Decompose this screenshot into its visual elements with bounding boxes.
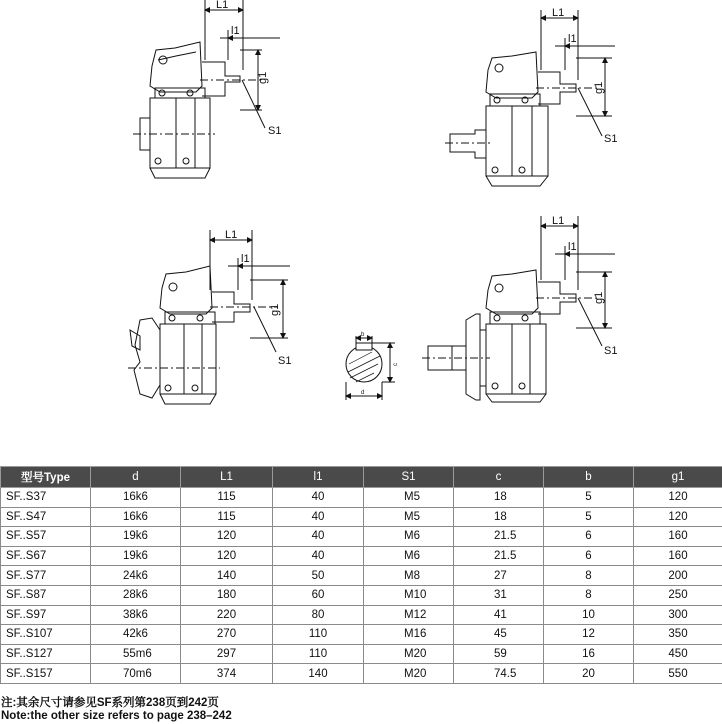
note-chinese: 注:其余尺寸请参见SF系列第238页到242页	[1, 697, 219, 709]
drawing3-label-l1: l1	[241, 253, 250, 265]
table-cell: 60	[273, 585, 364, 605]
table-cell: 220	[181, 605, 273, 625]
table-cell: 115	[181, 488, 273, 508]
drawing1-label-g1: g1	[257, 71, 269, 84]
header-L1: L1	[181, 467, 273, 488]
section-label-b: b	[361, 332, 365, 338]
drawing1-label-l1: l1	[231, 25, 240, 37]
table-cell: 20	[544, 664, 634, 684]
table-cell: 120	[181, 546, 273, 566]
table-cell: 24k6	[91, 566, 181, 586]
drawing4-label-g1: g1	[593, 291, 605, 304]
table-cell: 110	[273, 625, 364, 645]
table-cell: SF..S67	[1, 546, 91, 566]
table-cell: 18	[454, 507, 544, 527]
drawing-top-left	[133, 0, 280, 178]
table-cell: SF..S127	[1, 644, 91, 664]
drawing1-label-L1: L1	[216, 0, 229, 11]
table-cell: 16k6	[91, 488, 181, 508]
table-cell: 120	[181, 527, 273, 547]
table-row	[1, 507, 722, 527]
table-row	[1, 644, 722, 664]
drawing3-label-L1: L1	[225, 229, 238, 241]
table-cell: SF..S87	[1, 585, 91, 605]
table-cell: 16k6	[91, 507, 181, 527]
drawing2-label-L1: L1	[552, 7, 565, 19]
table-cell: 120	[634, 488, 722, 508]
table-cell: SF..S57	[1, 527, 91, 547]
table-cell: 40	[273, 546, 364, 566]
drawing4-label-S1: S1	[604, 345, 618, 357]
table-cell: M10	[364, 585, 454, 605]
table-cell: M12	[364, 605, 454, 625]
table-cell: SF..S47	[1, 507, 91, 527]
table-cell: 297	[181, 644, 273, 664]
table-cell: 250	[634, 585, 722, 605]
table-cell: 28k6	[91, 585, 181, 605]
table-row	[1, 585, 722, 605]
table-row	[1, 546, 722, 566]
table-cell: SF..S37	[1, 488, 91, 508]
table-cell: 5	[544, 507, 634, 527]
table-row	[1, 566, 722, 586]
drawing2-label-S1: S1	[604, 133, 618, 145]
table-cell: 19k6	[91, 546, 181, 566]
table-cell: 5	[544, 488, 634, 508]
table-row	[1, 625, 722, 645]
table-row	[1, 527, 722, 547]
header-l1: l1	[273, 467, 364, 488]
drawing-bottom-right	[422, 216, 618, 402]
table-cell: 40	[273, 507, 364, 527]
table-cell: 450	[634, 644, 722, 664]
table-cell: 18	[454, 488, 544, 508]
header-b: b	[544, 467, 634, 488]
table-cell: 6	[544, 546, 634, 566]
table-row	[1, 664, 722, 684]
table-cell: 70m6	[91, 664, 181, 684]
drawing-top-right	[445, 10, 618, 186]
table-cell: M6	[364, 546, 454, 566]
drawing2-label-l1: l1	[568, 33, 577, 45]
table-cell: SF..S157	[1, 664, 91, 684]
table-cell: 19k6	[91, 527, 181, 547]
drawing2-label-g1: g1	[593, 81, 605, 94]
table-cell: 6	[544, 527, 634, 547]
table-cell: 160	[634, 546, 722, 566]
table-cell: 115	[181, 507, 273, 527]
table-cell: SF..S107	[1, 625, 91, 645]
drawing-bottom-left	[128, 230, 290, 404]
note-english: Note:the other size refers to page 238–242	[1, 710, 232, 722]
table-header-row	[1, 467, 722, 488]
table-cell: M20	[364, 644, 454, 664]
table-cell: M20	[364, 664, 454, 684]
table-cell: 270	[181, 625, 273, 645]
header-type: 型号Type	[1, 467, 91, 488]
section-label-d: d	[361, 390, 365, 396]
table-cell: M6	[364, 527, 454, 547]
table-cell: SF..S77	[1, 566, 91, 586]
table-cell: 31	[454, 585, 544, 605]
table-cell: 40	[273, 488, 364, 508]
drawing4-label-L1: L1	[552, 215, 565, 227]
table-cell: 50	[273, 566, 364, 586]
table-cell: 55m6	[91, 644, 181, 664]
table-cell: 59	[454, 644, 544, 664]
table-cell: SF..S97	[1, 605, 91, 625]
table-cell: 80	[273, 605, 364, 625]
drawing4-label-l1: l1	[568, 241, 577, 253]
table-cell: 27	[454, 566, 544, 586]
table-cell: 40	[273, 527, 364, 547]
table-cell: 140	[273, 664, 364, 684]
table-cell: 42k6	[91, 625, 181, 645]
table-cell: 8	[544, 566, 634, 586]
header-c: c	[454, 467, 544, 488]
header-g1: g1	[634, 467, 722, 488]
table-cell: M5	[364, 507, 454, 527]
table-cell: M8	[364, 566, 454, 586]
shaft-section	[346, 336, 395, 400]
table-cell: 200	[634, 566, 722, 586]
drawing3-label-S1: S1	[278, 355, 292, 367]
table-row	[1, 488, 722, 508]
table-cell: 45	[454, 625, 544, 645]
table-cell: 160	[634, 527, 722, 547]
header-S1: S1	[364, 467, 454, 488]
table-cell: M5	[364, 488, 454, 508]
table-cell: 180	[181, 585, 273, 605]
table-cell: 10	[544, 605, 634, 625]
table-cell: 74.5	[454, 664, 544, 684]
spec-table	[0, 466, 722, 684]
table-cell: 140	[181, 566, 273, 586]
table-cell: 16	[544, 644, 634, 664]
notes	[1, 697, 232, 723]
table-row	[1, 605, 722, 625]
table-cell: 300	[634, 605, 722, 625]
table-cell: 8	[544, 585, 634, 605]
table-cell: 12	[544, 625, 634, 645]
table-cell: 550	[634, 664, 722, 684]
table-cell: 21.5	[454, 546, 544, 566]
drawing1-label-S1: S1	[268, 125, 282, 137]
table-cell: 41	[454, 605, 544, 625]
table-cell: 21.5	[454, 527, 544, 547]
table-cell: M16	[364, 625, 454, 645]
section-label-c: c	[393, 363, 399, 366]
table-cell: 350	[634, 625, 722, 645]
table-cell: 38k6	[91, 605, 181, 625]
table-cell: 374	[181, 664, 273, 684]
header-d: d	[91, 467, 181, 488]
table-cell: 110	[273, 644, 364, 664]
table-cell: 120	[634, 507, 722, 527]
drawing3-label-g1: g1	[269, 303, 281, 316]
